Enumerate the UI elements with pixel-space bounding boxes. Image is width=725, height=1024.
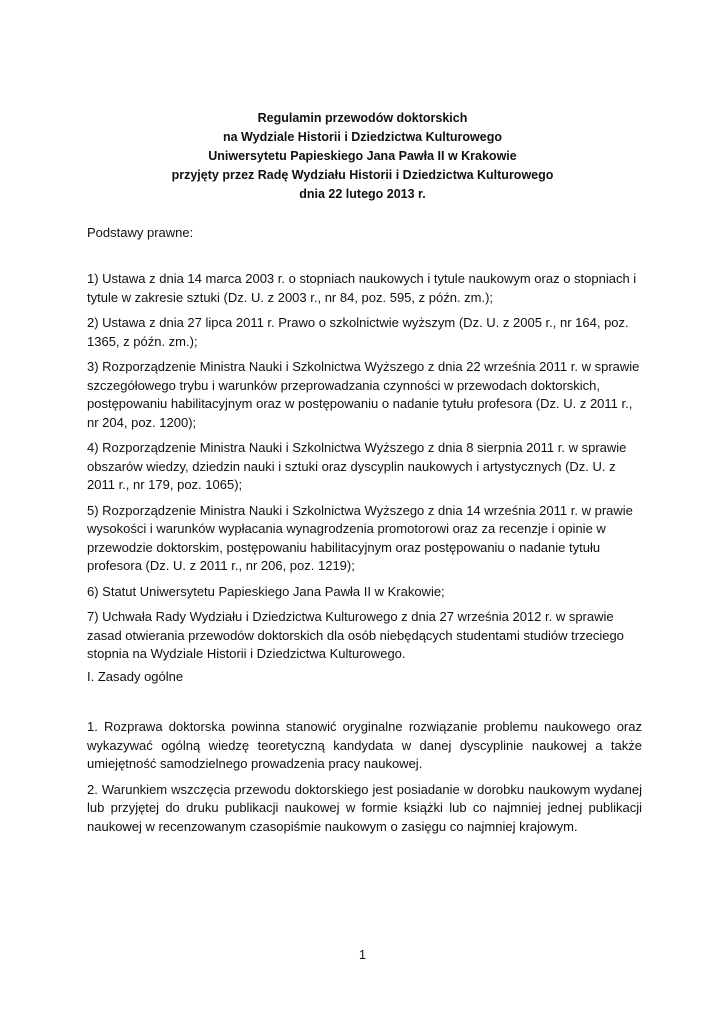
section-heading: I. Zasady ogólne [87, 669, 184, 684]
legal-basis-item: 1) Ustawa z dnia 14 marca 2003 r. o stopniach naukowych i tytule naukowym oraz o stopniach i tytule w zakresie sztuki (Dz. U. z 2003 r., nr 84, poz. 595, z późn. zm.); [87, 271, 637, 305]
legal-basis-label: Podstawy prawne: [87, 225, 194, 240]
legal-basis-item: 5) Rozporządzenie Ministra Nauki i Szkolnictwa Wyższego z dnia 14 września 2011 r. w prawie wysokości i warunków wypłacania wynagrodzenia promotorowi oraz za recenzje i opinie w przewodzie doktorskim, postępowaniu habilitacyjnym oraz postępowaniu o nadanie tytułu profesora (Dz. U. z 2011 r., nr 206, poz. 1219); [87, 502, 633, 573]
title-line: przyjęty przez Radę Wydziału Historii i Dziedzictwa Kulturowego [171, 168, 554, 182]
legal-basis-list [87, 270, 642, 671]
legal-basis-item: 2) Ustawa z dnia 27 lipca 2011 r. Prawo o szkolnictwie wyższym (Dz. U. z 2005 r., nr 164, poz. 1365, z późn. zm.); [87, 315, 629, 349]
rules-list [87, 718, 642, 843]
document-title [0, 109, 725, 204]
legal-basis-item: 4) Rozporządzenie Ministra Nauki i Szkolnictwa Wyższego z dnia 8 sierpnia 2011 r. w sprawie obszarów wiedzy, dziedzin nauki i sztuki oraz dyscyplin naukowych i artystycznych (Dz. U. z 2011 r., nr 179, poz. 1065); [87, 440, 627, 492]
rule-paragraph: 2. Warunkiem wszczęcia przewodu doktorskiego jest posiadanie w dorobku naukowym wydanej lub przyjętej do druku publikacji naukowej w formie książki lub co najmniej jednej publikacji naukowej w recenzowanym czasopiśmie naukowym o zasięgu co najmniej krajowym. [87, 781, 642, 834]
rule-paragraph: 1. Rozprawa doktorska powinna stanowić oryginalne rozwiązanie problemu naukowego oraz wykazywać ogólną wiedzę teoretyczną kandydata w danej dyscyplinie naukowej a także umiejętność samodzielnego prowadzenia pracy naukowej. [87, 719, 642, 771]
title-line: Regulamin przewodów doktorskich [257, 111, 468, 125]
legal-basis-item: 7) Uchwała Rady Wydziału i Dziedzictwa Kulturowego z dnia 27 września 2012 r. w sprawie zasad otwierania przewodów doktorskich dla osób niebędących studentami studiów trzeciego stopnia na Wydziale Historii i Dziedzictwa Kulturowego. [87, 609, 624, 661]
title-line: Uniwersytetu Papieskiego Jana Pawła II w Krakowie [208, 149, 517, 163]
legal-basis-item: 6) Statut Uniwersytetu Papieskiego Jana Pawła II w Krakowie; [87, 583, 445, 599]
title-line: na Wydziale Historii i Dziedzictwa Kulturowego [223, 130, 502, 144]
title-line: dnia 22 lutego 2013 r. [299, 187, 426, 201]
page-number: 1 [359, 948, 366, 962]
legal-basis-item: 3) Rozporządzenie Ministra Nauki i Szkolnictwa Wyższego z dnia 22 września 2011 r. w sprawie szczegółowego trybu i warunków przeprowadzania czynności w przewodach doktorskich, postępowaniu habilitacyjnym oraz w postępowaniu o nadanie tytułu profesora (Dz. U. z 2011 r., nr 204, poz. 1200); [87, 359, 640, 430]
